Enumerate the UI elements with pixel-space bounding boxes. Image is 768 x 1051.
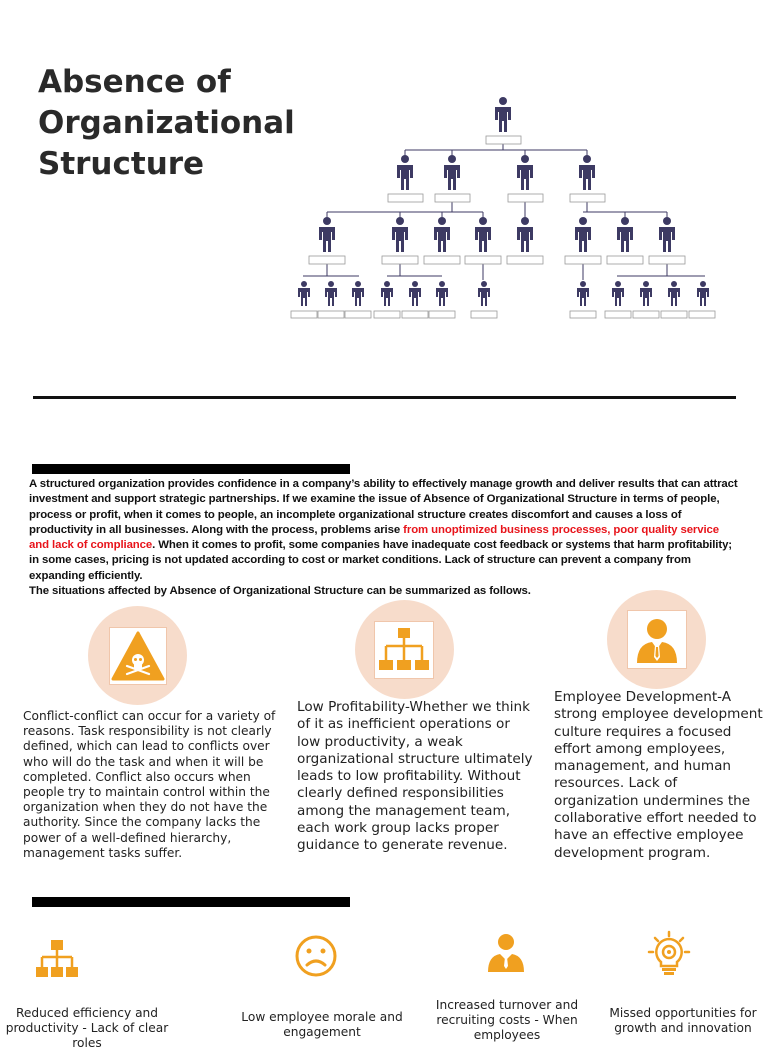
bottom-1-text: Reduced efficiency and productivity - Lack of clear roles (5, 1006, 169, 1050)
column-2-icon-box (374, 621, 434, 679)
column-2-text: Low Profitability-Whether we think of it as inefficient operations or low productivity, a weak organizational structure ultimately leads to low profitability. Without clearly defined responsibilities among the management team, each work group lacks proper guidance to generate revenue. (297, 699, 533, 854)
org-chart-icon (375, 622, 433, 678)
column-3-text: Employee Development-A strong employee development culture requires a focused effort among employees, management, and human resources. Lack of organization undermines the collaborative effort needed to have an effective employee development program. (554, 689, 763, 861)
bottom-4-text: Missed opportunities for growth and innovation (609, 1006, 757, 1035)
sad-face-icon (294, 934, 338, 978)
column-1-icon-box (109, 627, 167, 685)
section-bar-top (32, 464, 350, 474)
intro-highlight: from unoptimized business processes, poor quality service and lack of compliance (29, 523, 720, 552)
title-line-3: Structure (38, 146, 205, 182)
businessman-icon (628, 611, 686, 668)
intro-text-1: A structured organization provides confidence in a company’s ability to effectively manage growth and deliver results that can attract investment and support strategic partnerships. If we examine the issue of Absence of Organizational Structure in terms of people, process or profit, when it comes to people, an incomplete organizational structure creates discomfort and causes a loss of productivity in all businesses. Along with the process, problems arise (29, 478, 738, 536)
column-3-icon-box (627, 610, 687, 669)
warning-skull-icon (110, 628, 166, 684)
person-icon (486, 932, 526, 974)
intro-text-2: . When it comes to profit, some companies have inadequate cost feedback or systems that harm profitability; in some cases, pricing is not updated according to cost or market conditions. Lack of structure can prevent a company from expanding efficiently. (29, 539, 732, 582)
org-chart-illustration (285, 92, 725, 324)
lightbulb-gear-icon (647, 930, 691, 978)
section-bar-bottom (32, 897, 350, 907)
hierarchy-icon (34, 938, 80, 980)
bottom-2-text: Low employee morale and engagement (241, 1010, 403, 1039)
section-divider (33, 396, 736, 399)
column-1-text: Conflict-conflict can occur for a variety of reasons. Task responsibility is not clearly defined, which can lead to conflicts over who will do the task and when it will be completed. Conflict also occurs when people try to maintain control within the organization when they do not have the authority. Since the company lacks the power of a well-defined hierarchy, management tasks suffer. (23, 709, 276, 860)
page-title (38, 62, 295, 185)
title-line-2: Organizational (38, 105, 295, 141)
bottom-3-text: Increased turnover and recruiting costs - When employees (435, 998, 579, 1042)
intro-summary: The situations affected by Absence of Organizational Structure can be summarized as follows. (29, 585, 531, 598)
title-line-1: Absence of (38, 64, 231, 100)
intro-paragraph (29, 477, 741, 599)
